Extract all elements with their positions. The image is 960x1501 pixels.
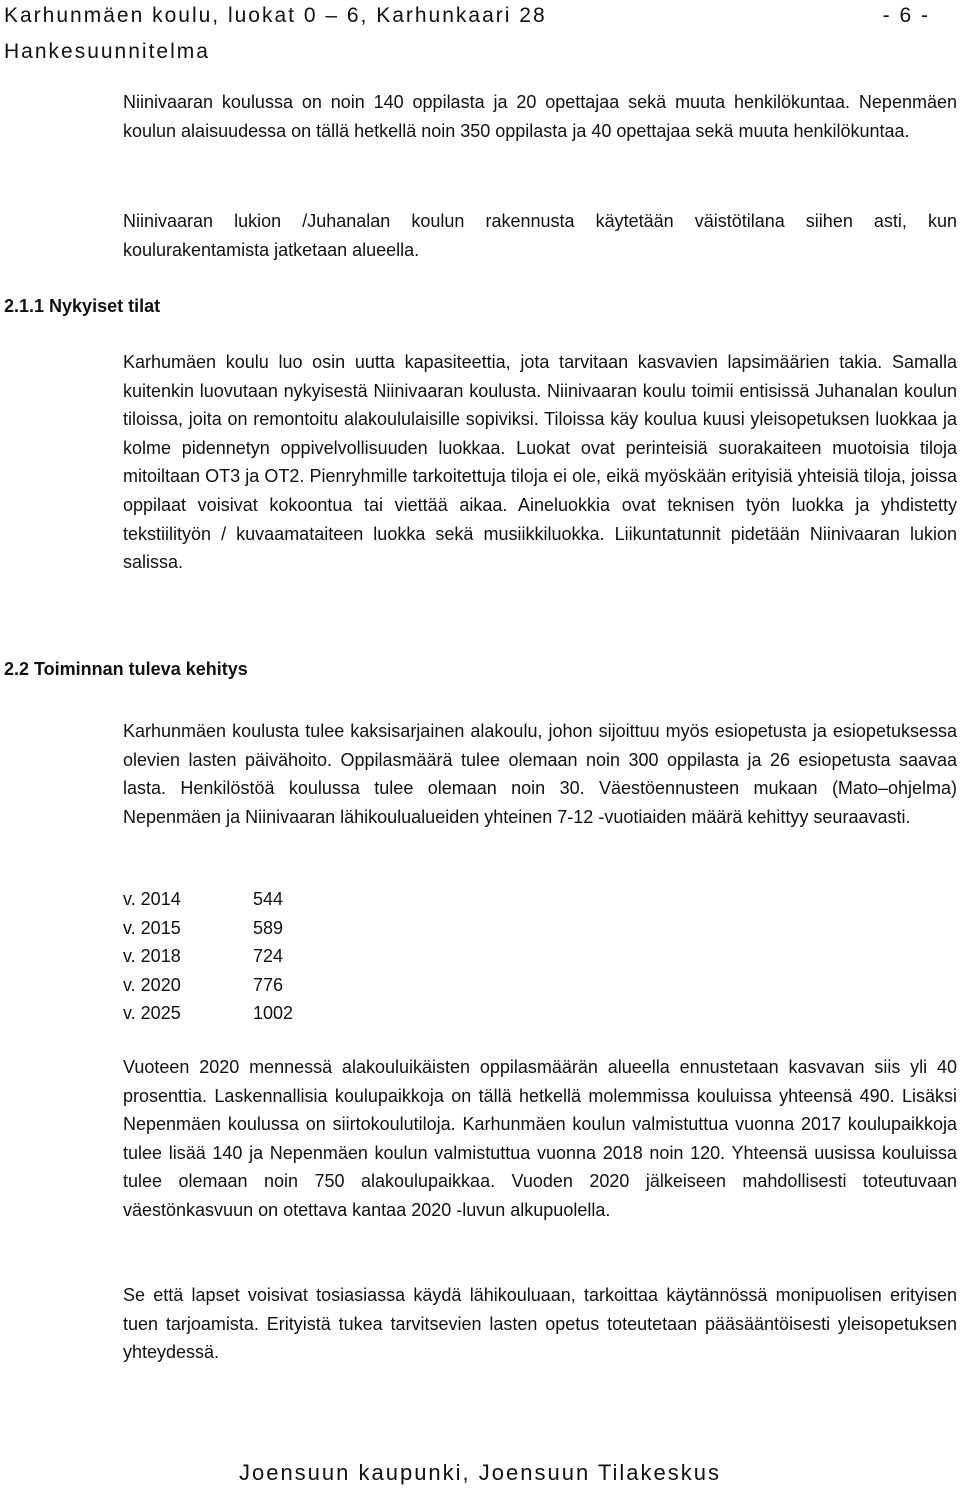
paragraph-staff-counts: Niinivaaran koulussa on noin 140 oppilasta ja 20 opettajaa sekä muuta henkilökuntaa. Nepenmäen koulun alaisuudessa on tällä hetkellä noin 350 oppilasta ja 40 opettajaa sekä muuta henkilökuntaa. [123,92,957,141]
forecast-row [123,885,293,914]
document-title: Karhunmäen koulu, luokat 0 – 6, Karhunkaari 28 [4,4,547,27]
paragraph-growth-forecast: Vuoteen 2020 mennessä alakouluikäisten oppilasmäärän alueella ennustetaan kasvavan siis yli 40 prosenttia. Laskennallisia koulupaikkoja on tällä hetkellä molemmissa kouluissa yhteensä 490. Lisäksi Nepenmäen koulussa on siirtokoulutiloja. Karhunmäen koulun valmistuttua vuonna 2017 koulupaikkoja tulee lisää 140 ja Nepenmäen koulun valmistuttua vuonna 2018 noin 120. Yhteensä uusissa kouluissa tulee olemaan noin 750 alakoulupaikkaa. Vuoden 2020 jälkeiseen mahdollisesti toteutuvaan väestönkasvuun on otettava kantaa 2020 -luvun alkupuolella. [123,1057,957,1220]
forecast-value: 544 [253,889,284,909]
forecast-value: 776 [253,974,284,995]
page-number: - 6 - [882,4,930,27]
paragraph-temporary-premises: Niinivaaran lukion /Juhanalan koulun rakennusta käytetään väistötilana siihen asti, kun koulurakentamista jatketaan alueella. [123,211,957,260]
forecast-value: 589 [253,917,284,938]
section-heading-future-development: 2.2 Toiminnan tuleva kehitys [4,659,248,679]
population-forecast-list [123,885,293,1028]
forecast-row [123,914,293,943]
forecast-year: v. 2018 [123,946,181,967]
forecast-row [123,999,293,1028]
section-heading-current-facilities: 2.1.1 Nykyiset tilat [4,296,161,316]
forecast-row [123,942,293,971]
forecast-year: v. 2020 [123,974,181,995]
paragraph-current-facilities: Karhumäen koulu luo osin uutta kapasiteettia, jota tarvitaan kasvavien lapsimäärien takia. Samalla kuitenkin luovutaan nykyisestä Niinivaaran koulusta. Niinivaaran koulu toimii entisissä Juhanalan koulun tiloissa, joita on remontoitu alakoululaisille sopiviksi. Tiloissa käy koulua kuusi yleisopetuksen luokkaa ja kolme pidennetyn oppivelvollisuuden luokkaa. Luokat ovat perinteisiä suorakaiteen muotoisia tiloja mitoiltaan OT3 ja OT2. Pienryhmille tarkoitettuja tiloja ei ole, eikä myöskään erityisiä yhteisiä tiloja, joissa oppilaat voisivat kokoontua tai viettää aikaa. Aineluokkia ovat teknisen työn luokka ja yhdistetty tekstiilityön / kuvaamataiteen luokka sekä musiikkiluokka. Liikuntatunnit pidetään Niinivaaran lukion salissa. [123,352,957,573]
page-footer: Joensuun kaupunki, Joensuun Tilakeskus [238,1460,722,1485]
forecast-year: v. 2015 [123,917,181,938]
paragraph-future-school: Karhunmäen koulusta tulee kaksisarjainen alakoulu, johon sijoittuu myös esiopetusta ja esiopetuksessa olevien lasten päivähoito. Oppilasmäärä tulee olemaan noin 300 oppilasta ja 26 esiopetusta saavaa lasta. Henkilöstöä koulussa tulee olemaan noin 30. Väestöennusteen mukaan (Mato–ohjelma) Nepenmäen ja Niinivaaran lähikoulualueiden yhteinen 7-12 -vuotiaiden määrä kehittyy seuraavasti. [123,721,957,827]
forecast-year: v. 2025 [123,1003,181,1024]
forecast-row [123,971,293,1000]
forecast-value: 724 [253,946,284,967]
forecast-year: v. 2014 [123,889,181,909]
forecast-value: 1002 [253,1003,294,1024]
document-subtitle: Hankesuunnitelma [4,40,210,63]
paragraph-special-support: Se että lapset voisivat tosiasiassa käydä lähikouluaan, tarkoittaa käytännössä monipuolisen erityisen tuen tarjoamista. Erityistä tukea tarvitsevien lasten opetus toteutetaan pääsääntöisesti yleisopetuksen yhteydessä. [123,1285,957,1363]
